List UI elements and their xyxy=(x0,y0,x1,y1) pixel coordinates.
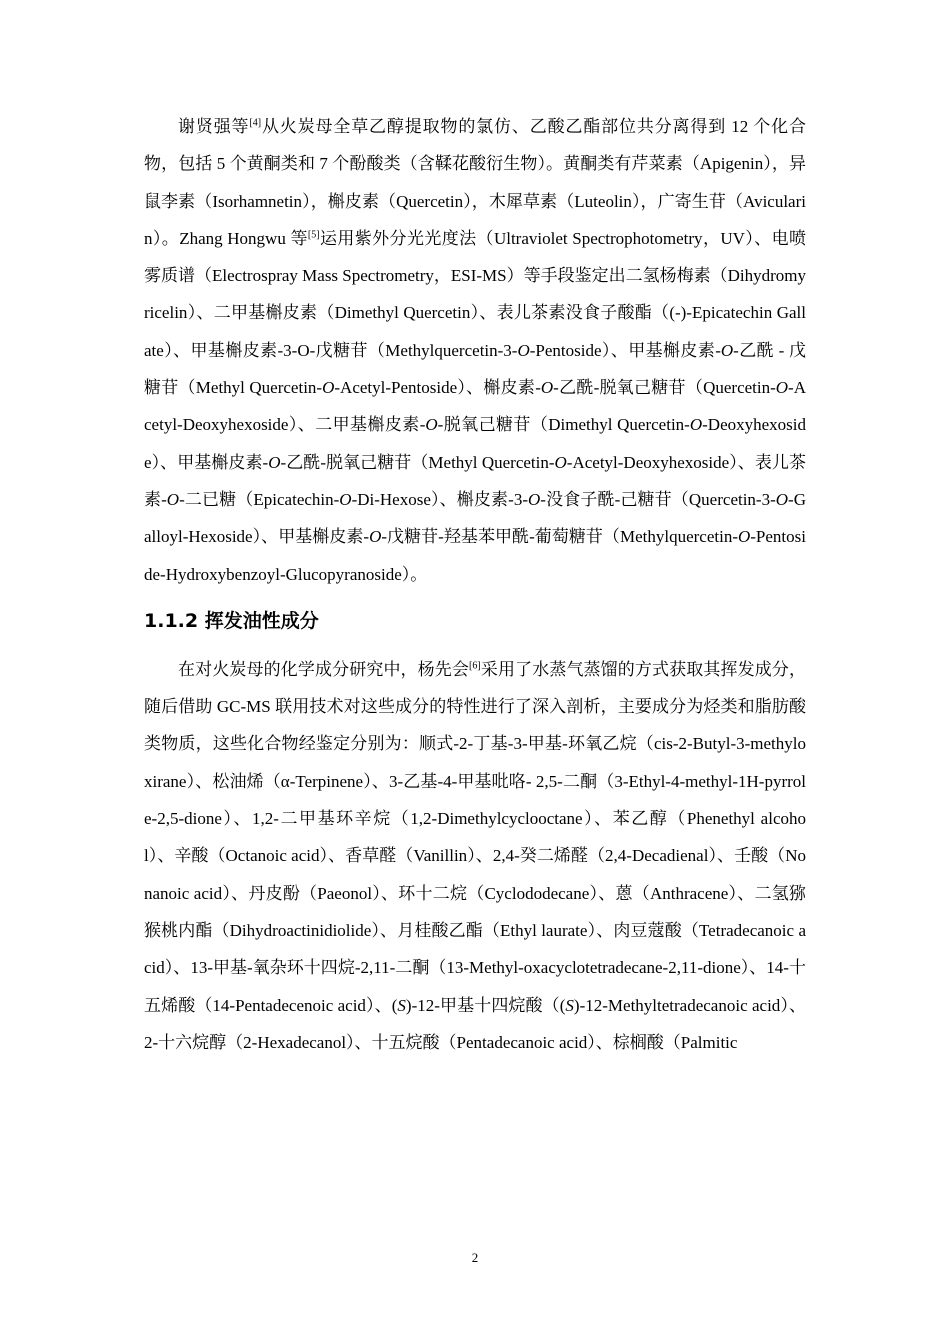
italic-o: O xyxy=(540,378,554,398)
italic-o: O xyxy=(554,452,567,472)
italic-o: O xyxy=(517,340,530,360)
page-number: 2 xyxy=(471,1250,479,1265)
text-run: -Acetyl-Deoxyhexoside）、二甲基槲皮素- xyxy=(144,378,806,435)
text-run: -乙酰 - 戊糖苷（Methyl Quercetin- xyxy=(144,340,806,398)
text-run: 运用紫外分光光度法（Ultraviolet Spectrophotometry，UV）、电喷雾质谱（Electrospray Mass Spectrometry，ESI-MS）等手段鉴定出二氢杨梅素（Dihydromyricelin）、二甲基槲皮素（Dimethyl Quercetin）、表儿茶素没食子酸酯（(-)-Epicatechin Gallate）、甲基槲皮素-3-O-戊糖苷（Methylquercetin-3- xyxy=(144,228,806,360)
italic-o: O xyxy=(166,489,180,509)
text-run: )-12-Methyltetradecanoic acid）、2-十六烷醇（2-Hexadecanol）、十五烷酸（Pentadecanoic acid）、棕榈酸（Palmitic xyxy=(144,995,806,1052)
paragraph-flavonoids xyxy=(144,108,806,593)
italic-o: O xyxy=(737,527,751,547)
text-run: 谢贤强等 xyxy=(178,117,250,136)
paragraph-volatile-oils xyxy=(144,651,806,1061)
text-run: -二已糖（Epicatechin- xyxy=(179,489,340,509)
text-run: 采用了水蒸气蒸馏的方式获取其挥发成分，随后借助 GC-MS 联用技术对这些成分的特性进行了深入剖析，主要成分为烃类和脂肪酸类物质，这些化合物经鉴定分别为：顺式-2-丁基-3-甲基-环氧乙烷（cis-2-Butyl-3-methyloxirane）、松油烯（α-Terpinene）、3-乙基-4-甲基吡咯- 2,5-二酮（3-Ethyl-4-methyl-1H-pyrrole-2,5-dione）、1,2-二甲基环辛烷（1,2-Dimethylcyclooctane）、苯乙醇（Phenethyl alcohol）、辛酸（Octanoic acid）、香草醛（Vanillin）、2,4-癸二烯醛（2,4-Decadienal）、壬酸（Nonanoic acid）、丹皮酚（Paeonol）、环十二烷（Cyclododecane）、蒽（Anthracene）、二氢猕猴桃内酯（Dihydroactinidiolide）、月桂酸乙酯（Ethyl laurate）、肉豆蔻酸（Tetradecanoic acid）、13-甲基-氧杂环十四烷-2,11-二酮（13-Methyl-oxacyclotetradecane-2,11-dione）、14-十五烯酸（14-Pentadecenoic acid）、( xyxy=(144,659,807,1015)
italic-o: O xyxy=(322,378,335,398)
italic-s: S xyxy=(397,995,406,1015)
italic-o: O xyxy=(425,415,438,435)
citation-5: [5] xyxy=(307,229,320,241)
italic-o: O xyxy=(689,415,703,435)
citation-6: [6] xyxy=(469,660,481,672)
text-run: -Di-Hexose）、槲皮素-3- xyxy=(351,489,528,509)
text-run: -脱氧己糖苷（Dimethyl Quercetin- xyxy=(437,415,690,435)
text-run: -Galloyl-Hexoside）、甲基槲皮素- xyxy=(144,489,806,547)
italic-o: O xyxy=(775,489,789,509)
page-body xyxy=(144,108,806,1061)
text-run: 从火炭母全草乙醇提取物的氯仿、乙酸乙酯部位共分离得到 12 个化合物，包括 5 个黄酮类和 7 个酚酸类（含鞣花酸衍生物）。黄酮类有芹菜素（Apigenin），异鼠李素（Isorhamnetin），槲皮素（Quercetin），木犀草素（Luteolin），广寄生苷（Avicularin）。Zhang Hongwu 等 xyxy=(144,117,807,248)
text-run: -乙酰-脱氧己糖苷（Quercetin- xyxy=(553,378,776,398)
italic-o: O xyxy=(268,452,281,472)
italic-o: O xyxy=(369,527,382,547)
italic-s: S xyxy=(565,995,574,1015)
text-run: -乙酰-脱氧己糖苷（Methyl Quercetin- xyxy=(280,452,555,472)
italic-o: O xyxy=(339,489,352,509)
text-run: -Acetyl-Deoxyhexoside）、表儿茶素- xyxy=(144,452,806,509)
italic-o: O xyxy=(528,489,541,509)
italic-o: O xyxy=(720,340,734,360)
text-run: -Acetyl-Pentoside）、槲皮素- xyxy=(334,378,541,398)
text-run: -Deoxyhexoside）、甲基槲皮素- xyxy=(144,415,806,472)
text-run: -戊糖苷-羟基苯甲酰-葡萄糖苷（Methylquercetin- xyxy=(381,527,738,547)
text-run: -Pentoside）、甲基槲皮素- xyxy=(529,340,721,360)
italic-o: O xyxy=(775,378,789,398)
text-run: )-12-甲基十四烷酸（( xyxy=(405,995,566,1015)
text-run: -Pentoside-Hydroxybenzoyl-Glucopyranoside）。 xyxy=(144,527,806,584)
citation-4: [4] xyxy=(249,117,262,129)
section-heading: 1.1.2 挥发油性成分 xyxy=(144,609,319,632)
text-run: -没食子酰-己糖苷（Quercetin-3- xyxy=(540,489,776,509)
text-run: 在对火炭母的化学成分研究中，杨先会 xyxy=(178,659,470,679)
